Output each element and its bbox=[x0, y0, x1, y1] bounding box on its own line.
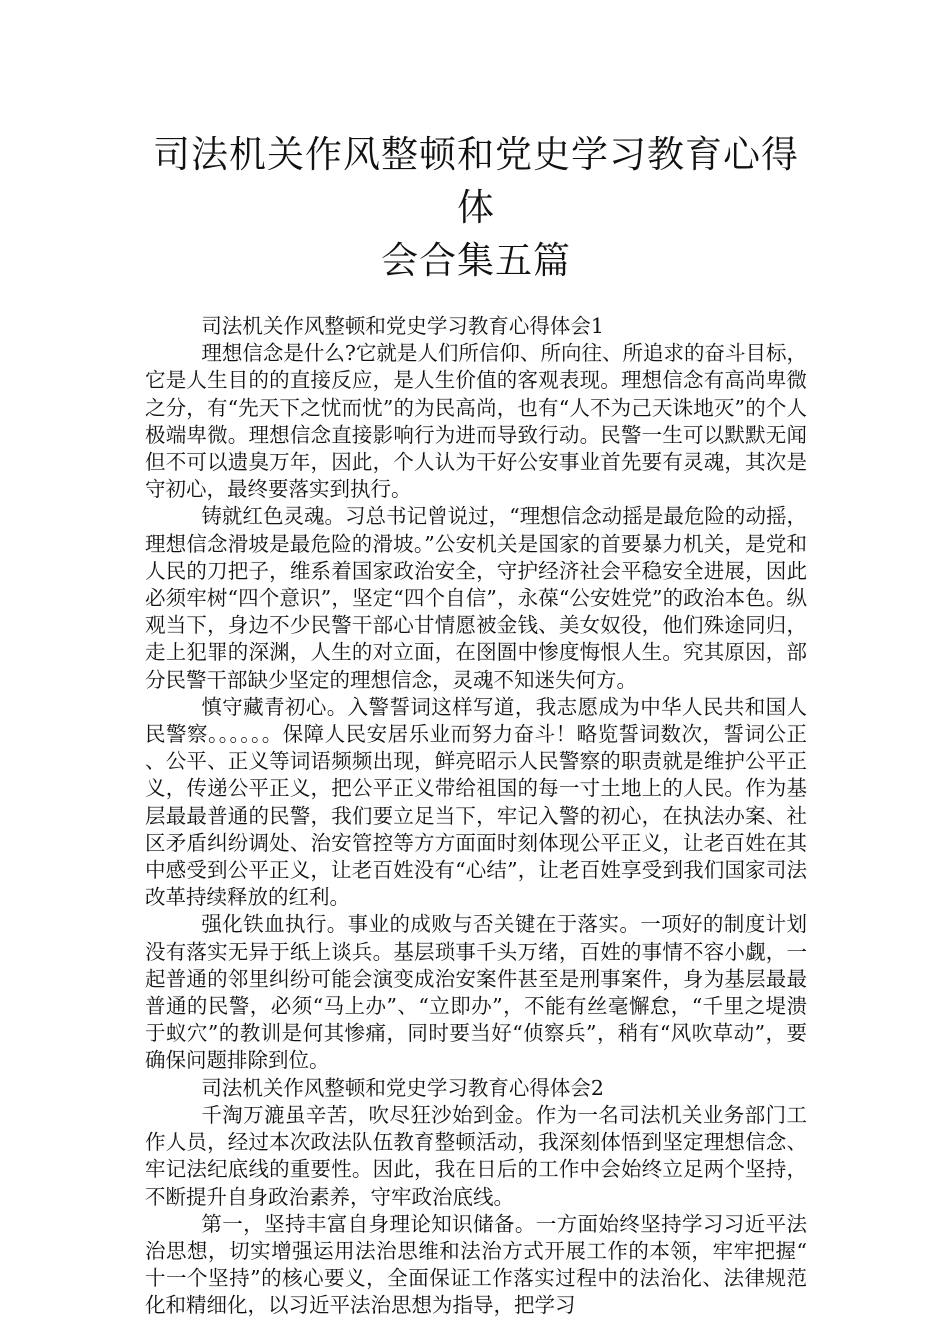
paragraph-execution: 强化铁血执行。事业的成败与否关键在于落实。一项好的制度计划没有落实无异于纸上谈兵。基层琐事千头万绪，百姓的事情不容小觑，一起普通的邻里纠纷可能会演变成治安案件甚至是刑事案件，身为基层最最普通的民警，必须“马上办”、“立即办”，不能有丝毫懈怠，“千里之堤溃于蚁穴”的教训是何其惨痛，同时要当好“侦察兵”，稍有“风吹草动”，要确保问题排除到位。 bbox=[145, 912, 807, 1073]
paragraph-original-aspiration: 慎守藏青初心。入警誓词这样写道，我志愿成为中华人民共和国人民警察。。。。。。保障人民安居乐业而努力奋斗！略览誓词数次，誓词公正、公平、正义等词语频频出现，鲜亮昭示人民警察的职责就是维护公平正义，传递公平正义，把公平正义带给祖国的每一寸土地上的人民。作为基层最最普通的民警，我们要立足当下，牢记入警的初心，在执法办案、社区矛盾纠纷调处、治安管控等方方面面时刻体现公平正义，让老百姓在其中感受到公平正义，让老百姓没有“心结”，让老百姓享受到我们国家司法改革持续释放的红利。 bbox=[145, 694, 807, 910]
title-line-2: 会合集五篇 bbox=[381, 239, 571, 282]
title-line-1: 司法机关作风整顿和党史学习教育心得体 bbox=[153, 133, 799, 229]
document-body bbox=[145, 313, 807, 1320]
paragraph-ideals: 理想信念是什么?它就是人们所信仰、所向往、所追求的奋斗目标，它是人生目的的直接反应，是人生价值的客观表现。理想信念有高尚卑微之分，有“先天下之忧而忧”的为民高尚，也有“人不为己天诛地灭”的个人极端卑微。理想信念直接影响行为进而导致行动。民警一生可以默默无闻但不可以遗臭万年，因此，个人认为干好公安事业首先要有灵魂，其次是守初心，最终要落实到执行。 bbox=[145, 341, 807, 502]
paragraph-education-rectification: 千淘万漉虽辛苦，吹尽狂沙始到金。作为一名司法机关业务部门工作人员，经过本次政法队伍教育整顿活动，我深刻体悟到坚定理想信念、牢记法纪底线的重要性。因此，我在日后的工作中会始终立足两个坚持，不断提升自身政治素养，守牢政治底线。 bbox=[145, 1102, 807, 1209]
section-heading-2: 司法机关作风整顿和党史学习教育心得体会2 bbox=[201, 1075, 604, 1100]
document-title bbox=[145, 128, 807, 287]
paragraph-red-soul: 铸就红色灵魂。习总书记曾说过，“理想信念动摇是最危险的动摇，理想信念滑坡是最危险的滑坡。”公安机关是国家的首要暴力机关，是党和人民的刀把子，维系着国家政治安全，守护经济社会平稳安全进展，因此必须牢树“四个意识”，坚定“四个自信”，永葆“公安姓党”的政治本色。纵观当下，身边不少民警干部心甘情愿被金钱、美女奴役，他们殊途同归，走上犯罪的深渊，人生的对立面，在囹圄中惨度悔恨人生。究其原因，部分民警干部缺少坚定的理想信念，灵魂不知迷失何方。 bbox=[145, 504, 807, 692]
section-heading-1: 司法机关作风整顿和党史学习教育心得体会1 bbox=[201, 314, 604, 338]
paragraph-first-insistence: 第一，坚持丰富自身理论知识储备。一方面始终坚持学习习近平法治思想，切实增强运用法治思维和法治方式开展工作的本领，牢牢把握“十一个坚持”的核心要义，全面保证工作落实过程中的法治化、法律规范化和精细化，以习近平法治思想为指导，把学习 bbox=[145, 1211, 807, 1318]
